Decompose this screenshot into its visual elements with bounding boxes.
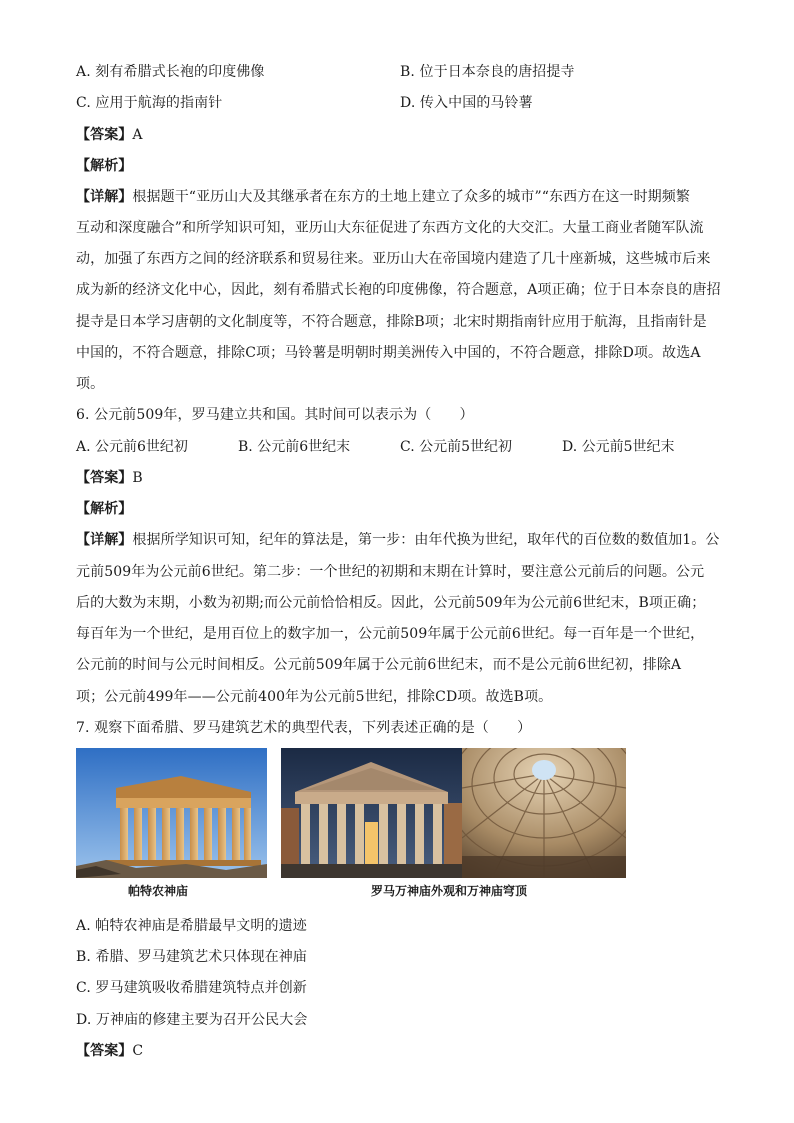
q5-option-d: D. 传入中国的马铃薯 bbox=[400, 95, 533, 111]
analysis-tag: 【解析】 bbox=[76, 158, 133, 174]
answer-tag: 【答案】 bbox=[76, 470, 133, 486]
q5-detail-line-3: 动，加强了东西方之间的经济联系和贸易往来。亚历山大在帝国境内建造了几十座新城，这些城市后来 bbox=[76, 251, 711, 267]
detail-text: 根据题干“亚历山大及其继承者在东方的土地上建立了众多的城市”“东西方在这一时期频繁 bbox=[132, 189, 690, 205]
pantheon-dome-photo bbox=[462, 748, 626, 878]
q6-answer bbox=[76, 469, 728, 487]
q6-detail-line-3: 后的大数为末期，小数为初期;而公元前恰恰相反。因此，公元前509年为公元前6世纪末，B项正确； bbox=[76, 595, 706, 611]
q5-option-b: B. 位于日本奈良的唐招提寺 bbox=[400, 64, 575, 80]
detail-tag: 【详解】 bbox=[76, 532, 133, 548]
q7-option-d: D. 万神庙的修建主要为召开公民大会 bbox=[76, 1012, 308, 1028]
q6-stem: 6. 公元前509年，罗马建立共和国。其时间可以表示为（ ） bbox=[76, 407, 474, 423]
q6-detail-line-1 bbox=[76, 531, 728, 549]
q5-option-a: A. 刻有希腊式长袍的印度佛像 bbox=[76, 64, 265, 80]
q6-detail-line-6: 项；公元前499年——公元前400年为公元前5世纪，排除CD项。故选B项。 bbox=[76, 689, 553, 705]
answer-value: B bbox=[132, 470, 143, 486]
q5-detail-line-7: 项。 bbox=[76, 376, 105, 392]
detail-text: 根据所学知识可知，纪年的算法是，第一步：由年代换为世纪，取年代的百位数的数值加1。公 bbox=[132, 532, 720, 548]
analysis-tag: 【解析】 bbox=[76, 501, 133, 517]
pantheon-exterior-photo bbox=[281, 748, 462, 878]
q6-option-d: D. 公元前5世纪末 bbox=[562, 439, 675, 455]
q5-analysis-heading bbox=[76, 157, 728, 175]
parthenon-photo bbox=[76, 748, 267, 878]
q6-detail-line-4: 每百年为一个世纪，是用百位上的数字加一，公元前509年属于公元前6世纪。每一百年是一个世纪， bbox=[76, 626, 705, 642]
q5-option-c: C. 应用于航海的指南针 bbox=[76, 95, 223, 111]
q5-detail-line-1 bbox=[76, 188, 728, 206]
q6-option-c: C. 公元前5世纪初 bbox=[400, 439, 513, 455]
q7-option-a: A. 帕特农神庙是希腊最早文明的遗迹 bbox=[76, 918, 307, 934]
q6-analysis-heading bbox=[76, 500, 728, 518]
q5-answer bbox=[76, 126, 728, 144]
caption-pantheon: 罗马万神庙外观和万神庙穹顶 bbox=[371, 884, 528, 898]
q6-detail-line-5: 公元前的时间与公元时间相反。公元前509年属于公元前6世纪末，而不是公元前6世纪初，排除A bbox=[76, 657, 682, 673]
q7-stem: 7. 观察下面希腊、罗马建筑艺术的典型代表，下列表述正确的是（ ） bbox=[76, 720, 532, 736]
answer-value: A bbox=[132, 127, 143, 143]
q6-option-a: A. 公元前6世纪初 bbox=[76, 439, 188, 455]
answer-value: C bbox=[132, 1043, 144, 1059]
q6-detail-line-2: 元前509年为公元前6世纪。第二步：一个世纪的初期和末期在计算时，要注意公元前后的问题。公元 bbox=[76, 564, 705, 580]
answer-tag: 【答案】 bbox=[76, 127, 133, 143]
answer-tag: 【答案】 bbox=[76, 1043, 133, 1059]
q5-detail-line-6: 中国的，不符合题意，排除C项；马铃薯是明朝时期美洲传入中国的，不符合题意，排除D项。故选A bbox=[76, 345, 701, 361]
q5-detail-line-2: 互动和深度融合”和所学知识可知，亚历山大东征促进了东西方文化的大交汇。大量工商业者随军队流 bbox=[76, 220, 704, 236]
q7-option-b: B. 希腊、罗马建筑艺术只体现在神庙 bbox=[76, 949, 307, 965]
q5-detail-line-4: 成为新的经济文化中心，因此，刻有希腊式长袍的印度佛像，符合题意，A项正确；位于日本奈良的唐招 bbox=[76, 282, 721, 298]
caption-parthenon: 帕特农神庙 bbox=[128, 884, 189, 898]
detail-tag: 【详解】 bbox=[76, 189, 133, 205]
q6-option-b: B. 公元前6世纪末 bbox=[238, 439, 351, 455]
q5-detail-line-5: 提寺是日本学习唐朝的文化制度等，不符合题意，排除B项；北宋时期指南针应用于航海，且指南针是 bbox=[76, 314, 707, 330]
q7-answer bbox=[76, 1042, 728, 1060]
q7-option-c: C. 罗马建筑吸收希腊建筑特点并创新 bbox=[76, 980, 307, 996]
